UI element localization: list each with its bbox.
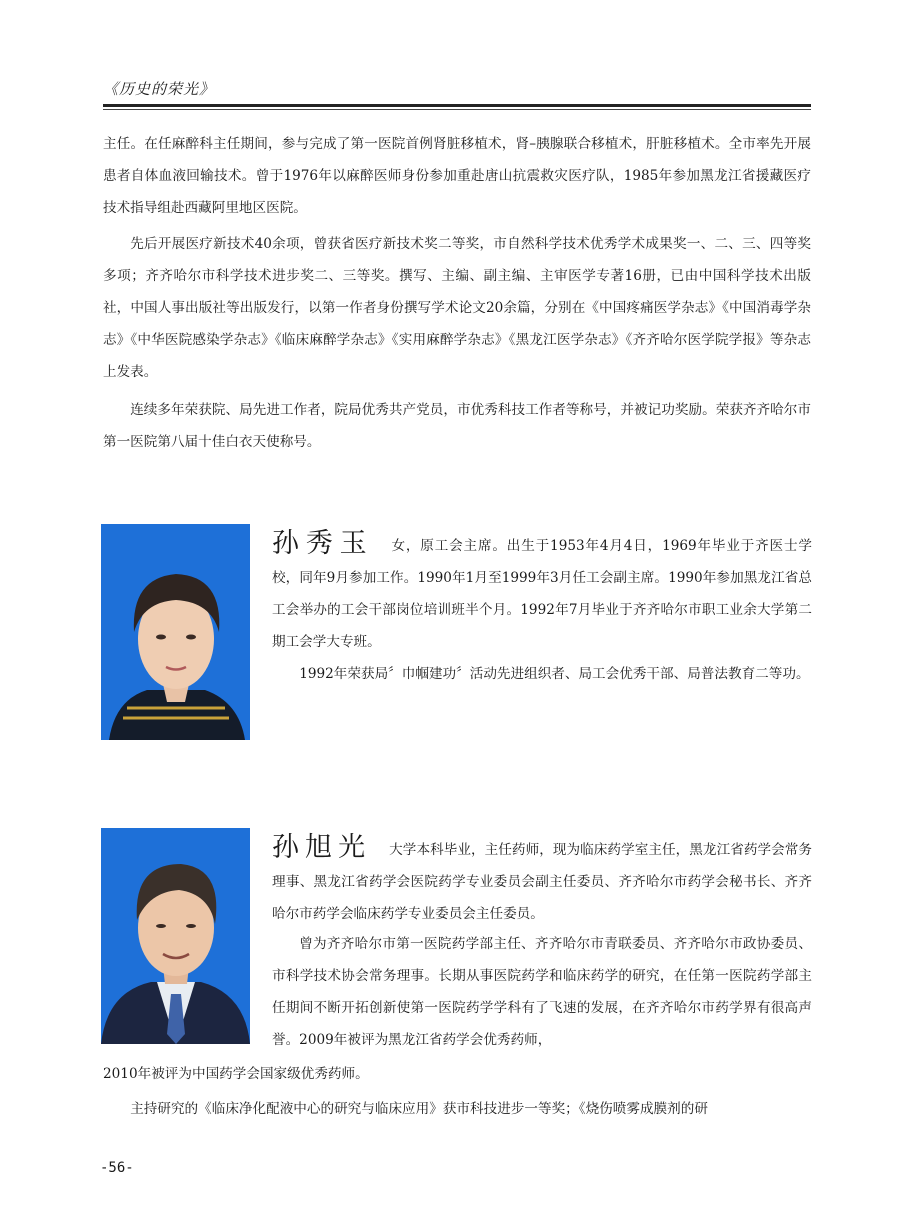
portrait-photo-1: [101, 524, 250, 740]
person1-bio-text-1: 女，原工会主席。出生于1953年4月4日，1969年毕业于齐医士学校，同年9月参加工作。1990年1月至1999年3月任工会副主席。1990年参加黑龙江省总工会举办的工会干部岗位培训班半个月。1992年7月毕业于齐齐哈尔市职工业余大学第二期工会学大专班。: [272, 538, 812, 650]
page-number: -56-: [100, 1160, 134, 1176]
person1-name: 孙秀玉: [272, 528, 374, 559]
person2-bio-paragraph-2: 曾为齐齐哈尔市第一医院药学部主任、齐齐哈尔市青联委员、齐齐哈尔市政协委员、市科学技术协会常务理事。长期从事医院药学和临床药学的研究，在任第一医院药学部主任期间不断开拓创新使第一医院药学学科有了飞速的发展，在齐齐哈尔市药学界有很高声誉。2009年被评为黑龙江省药学会优秀药师，: [272, 936, 812, 1048]
intro-paragraph-1: 主任。在任麻醉科主任期间，参与完成了第一医院首例肾脏移植术，肾–胰腺联合移植术，肝脏移植术。全市率先开展患者自体血液回输技术。曾于1976年以麻醉医师身份参加重赴唐山抗震救灾医疗队，1985年参加黑龙江省援藏医疗技术指导组赴西藏阿里地区医院。: [103, 136, 811, 216]
header-rule-thick: [103, 104, 811, 107]
running-header: [103, 78, 811, 99]
intro-paragraph-2: 先后开展医疗新技术40余项，曾获省医疗新技术奖二等奖，市自然科学技术优秀学术成果奖一、二、三、四等奖多项；齐齐哈尔市科学技术进步奖二、三等奖。撰写、主编、副主编、主审医学专著16册，已由中国科学技术出版社，中国人事出版社等出版发行，以第一作者身份撰写学术论文20余篇，分别在《中国疼痛医学杂志》《中国消毒学杂志》《中华医院感染学杂志》《临床麻醉学杂志》《实用麻醉学杂志》《黑龙江医学杂志》《齐齐哈尔医学院学报》等杂志上发表。: [103, 236, 811, 380]
person1-bio-paragraph-2: 1992年荣获局〞巾帼建功〞活动先进组织者、局工会优秀干部、局普法教育二等功。: [299, 666, 810, 682]
person2-bio-paragraph-1: [272, 832, 812, 930]
portrait-woman-icon: [101, 524, 250, 740]
portrait-photo-2: [101, 828, 250, 1044]
portrait-man-icon: [101, 828, 250, 1044]
person2-bio-paragraph-3: 主持研究的《临床净化配液中心的研究与临床应用》获市科技进步一等奖；《烧伤喷雾成膜剂的研: [130, 1101, 708, 1117]
person2-name: 孙旭光: [272, 832, 372, 863]
book-title: 《历史的荣光》: [103, 80, 216, 98]
person2-bio-continuation: 2010年被评为中国药学会国家级优秀药师。: [103, 1066, 369, 1082]
header-rule-thin: [103, 109, 811, 110]
intro-paragraph-3: 连续多年荣获院、局先进工作者，院局优秀共产党员，市优秀科技工作者等称号，并被记功奖励。荣获齐齐哈尔市第一医院第八届十佳白衣天使称号。: [103, 402, 811, 450]
person1-bio-paragraph-1: [272, 528, 812, 658]
person2-bio-text-1: 大学本科毕业，主任药师，现为临床药学室主任，黑龙江省药学会常务理事、黑龙江省药学会医院药学专业委员会副主任委员、齐齐哈尔市药学会秘书长、齐齐哈尔市药学会临床药学专业委员会主任委员。: [272, 842, 813, 922]
